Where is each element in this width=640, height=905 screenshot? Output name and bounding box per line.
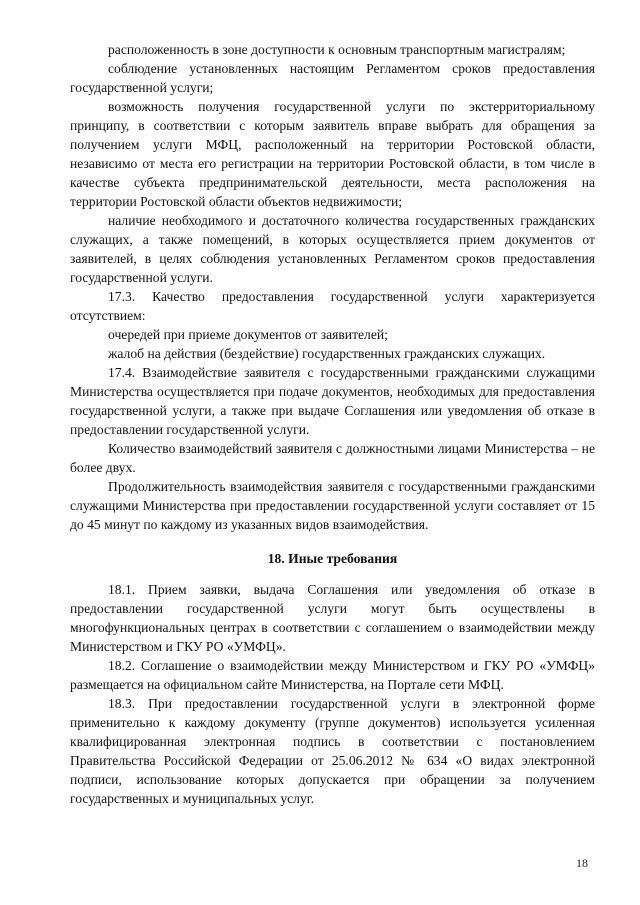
paragraph: очередей при приеме документов от заявителей; [108, 327, 388, 342]
paragraph: 17.3. Качество предоставления государственной услуги характеризуется отсутствием: [70, 289, 595, 323]
paragraph: жалоб на действия (бездействие) государственных гражданских служащих. [108, 346, 546, 361]
paragraph: Количество взаимодействий заявителя с должностными лицами Министерства – не более двух. [70, 441, 595, 475]
paragraph: 18.2. Соглашение о взаимодействии между Министерством и ГКУ РО «УМФЦ» размещается на официальном сайте Министерства, на Портале сети МФЦ. [70, 658, 595, 692]
page-body [70, 40, 595, 808]
paragraph: возможность получения государственной услуги по экстерриториальному принципу, в соответствии с которым заявитель вправе выбрать для обращения за получением услуги МФЦ, расположенный на территории Ростовской области, независимо от места его регистрации на территории Ростовской области, в том числе в качестве субъекта предпринимательской деятельности, места расположения на территории Ростовской области объектов недвижимости; [70, 99, 595, 209]
paragraph: расположенность в зоне доступности к основным транспортным магистралям; [108, 42, 566, 57]
paragraph: соблюдение установленных настоящим Регламентом сроков предоставления государственной услуги; [70, 61, 595, 95]
section-heading: 18. Иные требования [267, 551, 398, 566]
paragraph: 18.1. Прием заявки, выдача Соглашения или уведомления об отказе в предоставлении государственной услуги могут быть осуществлены в многофункциональных центрах в соответствии с соглашением о взаимодействии между Министерством и ГКУ РО «УМФЦ». [70, 582, 595, 654]
paragraph: наличие необходимого и достаточного количества государственных гражданских служащих, а также помещений, в которых осуществляется прием документов от заявителей, в целях соблюдения установленных Регламентом сроков предоставления государственной услуги. [70, 213, 595, 285]
page-number: 18 [576, 856, 588, 870]
paragraph: Продолжительность взаимодействия заявителя с государственными гражданскими служащими Министерства при предоставлении государственной услуги составляет от 15 до 45 минут по каждому из указанных видов взаимодействия. [70, 479, 595, 532]
paragraph: 17.4. Взаимодействие заявителя с государственными гражданскими служащими Министерства осуществляется при подаче документов, необходимых для предоставления государственной услуги, а также при выдаче Соглашения или уведомления об отказе в предоставлении государственной услуги. [70, 365, 595, 437]
paragraph: 18.3. При предоставлении государственной услуги в электронной форме применительно к каждому документу (группе документов) используется усиленная квалифицированная электронная подпись в соответствии с постановлением Правительства Российской Федерации от 25.06.2012 № 634 «О видах электронной подписи, использование которых допускается при обращении за получением государственных и муниципальных услуг. [70, 696, 595, 806]
